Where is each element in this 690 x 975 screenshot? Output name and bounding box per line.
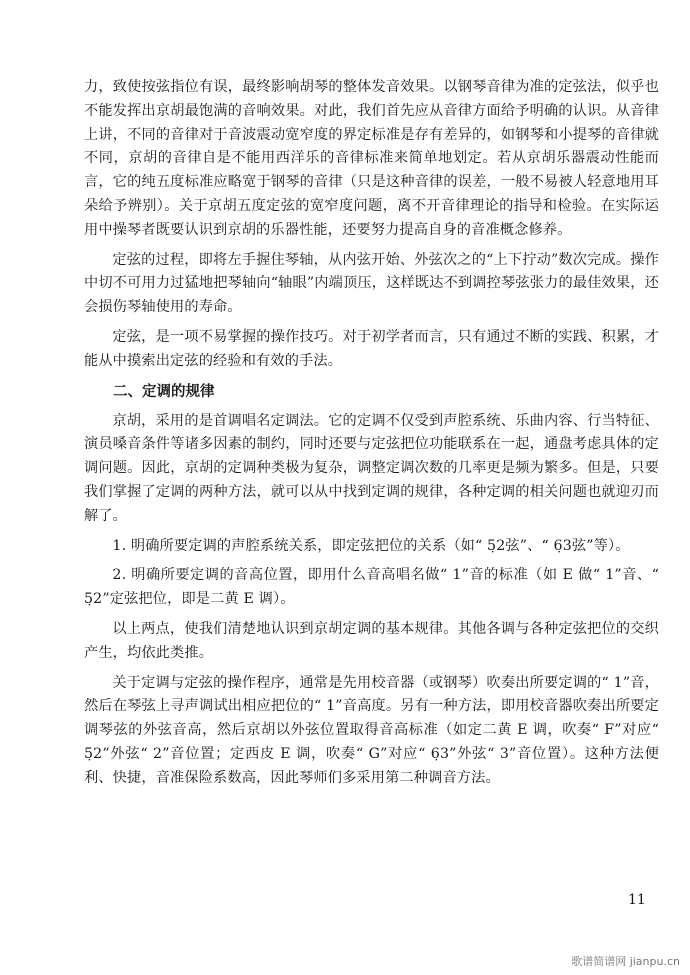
paragraph-procedure: 关于定调与定弦的操作程序，通常是先用校音器（或钢琴）吹奏出所要定调的“ 1”音，然后在琴弦上寻声调试出相应把位的“ 1”音高度。另有一种方法，即用校音器吹奏出所要定调琴弦的外弦音高，然后京胡以外弦位置取得音高标准（如定二黄 E 调，吹奏“ F”对应“ 5̣2”外弦“ 2”音位置；定西皮 E 调，吹奏“ G”对应“ 6̣3”外弦“ 3”音位置）。这种方法便利、快捷，音准保险系数高，因此琴师们多采用第二种调音方法。	[84, 674, 659, 786]
watermark: 歌谱简谱网 jianpu.cn	[571, 955, 680, 968]
paragraph-summary: 以上两点，使我们清楚地认识到京胡定调的基本规律。其他各调与各种定弦把位的交织产生，均依此类推。	[84, 620, 659, 661]
paragraph-tuning-skill: 定弦，是一项不易掌握的操作技巧。对于初学者而言，只有通过不断的实践、积累，才能从中摸索出定弦的经验和有效的手法。	[84, 328, 659, 369]
body-text	[84, 76, 659, 797]
paragraph-tuning-process: 定弦的过程，即将左手握住琴轴，从内弦开始、外弦次之的“上下拧动”数次完成。操作中切不可用力过猛地把琴轴向“轴眼”内端顶压，这样既达不到调控琴弦张力的最佳效果，还会损伤琴轴使用的寿命。	[84, 251, 659, 316]
paragraph-continued: 力，致使按弦指位有误，最终影响胡琴的整体发音效果。以钢琴音律为准的定弦法，似乎也不能发挥出京胡最饱满的音响效果。对此，我们首先应从音律方面给予明确的认识。从音律上讲，不同的音律对于音波震动宽窄度的界定标准是存有差异的，如钢琴和小提琴的音律就不同，京胡的音律自是不能用西洋乐的音律标准来简单地划定。若从京胡乐器震动性能而言，它的纯五度标准应略宽于钢琴的音律（只是这种音律的误差，一般不易被人轻意地用耳朵给予辨别）。关于京胡五度定弦的宽窄度问题，离不开音律理论的指导和检验。在实际运用中操琴者既要认识到京胡的乐器性能，还要努力提高自身的音准概念修养。	[84, 79, 659, 238]
page-number: 11	[628, 892, 646, 908]
list-item-2: 2. 明确所要定调的音高位置，即用什么音高唱名做“ 1”音的标准（如 E 做“ 1”音、“ 5̣2”定弦把位，即是二黄 E 调）。	[84, 567, 659, 608]
paragraph-key-method: 京胡，采用的是首调唱名定调法。它的定调不仅受到声腔系统、乐曲内容、行当特征、演员嗓音条件等诸多因素的制约，同时还要与定弦把位功能联系在一起，通盘考虑具体的定调问题。因此，京胡的定调种类极为复杂，调整定调次数的几率更是频为繁多。但是，只要我们掌握了定调的两种方法，就可以从中找到定调的规律，各种定调的相关问题也就迎刃而解了。	[84, 412, 659, 524]
list-item-1: 1. 明确所要定调的声腔系统关系，即定弦把位的关系（如“ 5̣2弦”、“ 6̣3弦”等）。	[112, 537, 630, 554]
section-heading: 二、定调的规律	[113, 383, 215, 400]
